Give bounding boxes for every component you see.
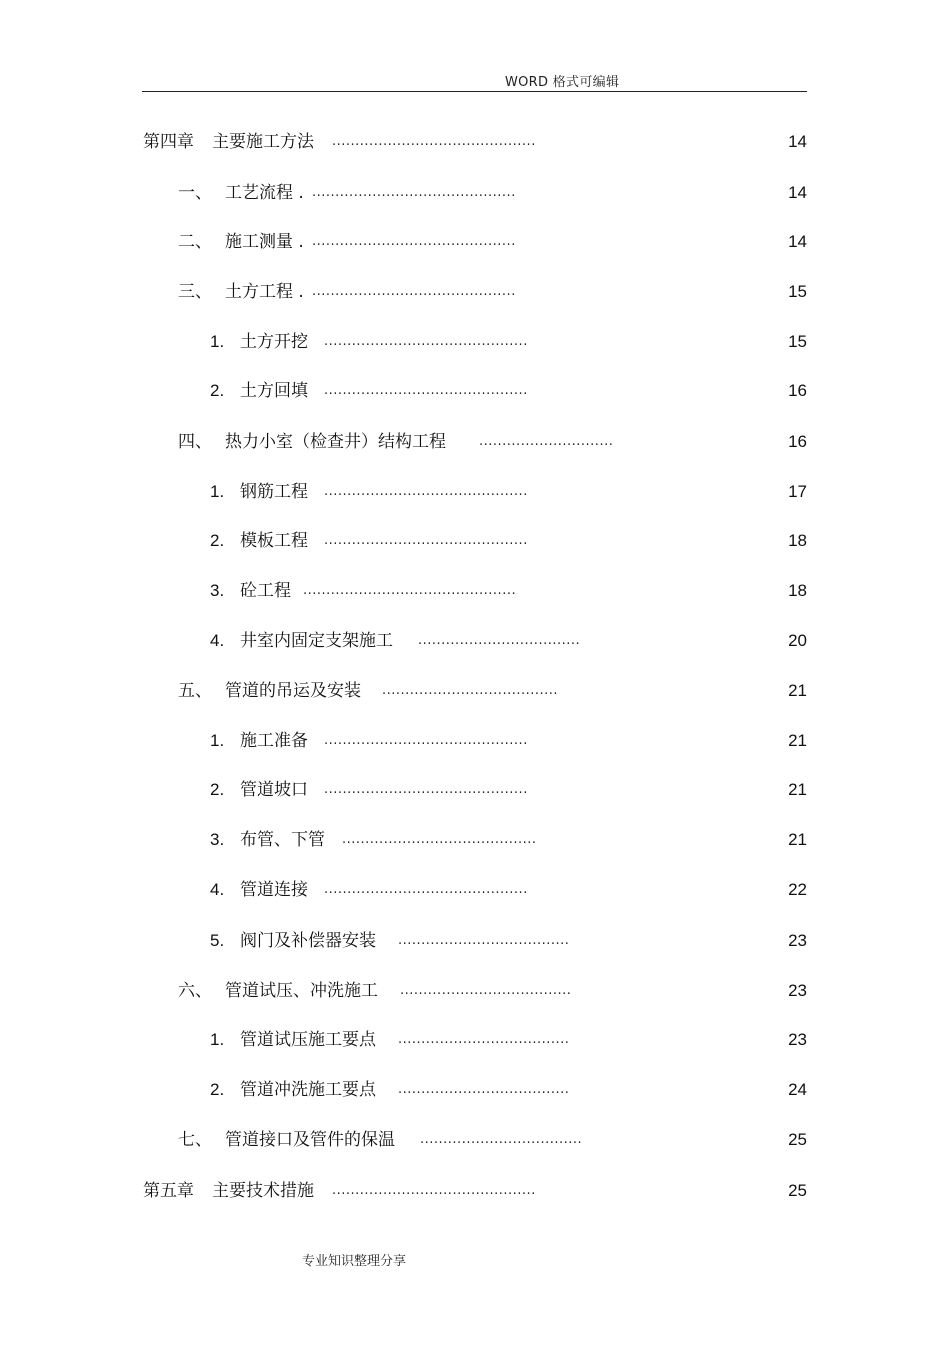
toc-entry[interactable] xyxy=(0,828,950,852)
toc-entry-page: 21 xyxy=(788,731,807,750)
toc-entry-leader: ..................................... xyxy=(400,983,572,998)
toc-entry[interactable] xyxy=(0,579,950,603)
toc-entry-leader: ..................................... xyxy=(398,1032,570,1047)
toc-entry-title: 钢筋工程 xyxy=(240,482,308,502)
header-text: WORD 格式可编辑 xyxy=(505,75,620,90)
toc-entry[interactable] xyxy=(0,729,950,753)
toc-entry-number: 1. xyxy=(210,1030,225,1049)
toc-entry-number: 五、 xyxy=(178,681,212,701)
toc-entry-title: 模板工程 xyxy=(240,531,308,551)
toc-entry-page: 23 xyxy=(788,981,807,1000)
toc-entry-title: 井室内固定支架施工 xyxy=(240,631,393,651)
toc-entry[interactable] xyxy=(0,529,950,553)
toc-entry-leader: ............................................ xyxy=(324,733,528,748)
toc-entry-title: 土方开挖 xyxy=(240,332,308,352)
toc-entry[interactable] xyxy=(0,379,950,403)
toc-entry[interactable] xyxy=(0,679,950,703)
toc-entry-number: 一、 xyxy=(178,183,212,203)
toc-entry[interactable] xyxy=(0,230,950,254)
toc-entry-title: 热力小室（检查井）结构工程 xyxy=(225,432,446,452)
toc-entry[interactable] xyxy=(0,1128,950,1152)
toc-entry-number: 第四章 xyxy=(143,132,194,152)
toc-entry-leader: ............................................ xyxy=(324,533,528,548)
toc-entry-number: 二、 xyxy=(178,232,212,252)
toc-entry-title: 布管、下管 xyxy=(240,830,325,850)
toc-entry-title: 砼工程 xyxy=(240,581,291,601)
toc-entry-page: 18 xyxy=(788,581,807,600)
toc-entry-title: 主要技术措施 xyxy=(212,1181,314,1201)
toc-entry-number: 七、 xyxy=(178,1130,212,1150)
toc-entry-leader: ............................................ xyxy=(332,134,536,149)
toc-entry-number: 3. xyxy=(210,581,225,600)
toc-entry-leader: ............................................ xyxy=(312,234,516,249)
toc-entry[interactable] xyxy=(0,1179,950,1203)
toc-entry-page: 14 xyxy=(788,183,807,202)
toc-entry-number: 4. xyxy=(210,880,225,899)
toc-entry-page: 22 xyxy=(788,880,807,899)
toc-entry-page: 16 xyxy=(788,381,807,400)
toc-entry-page: 21 xyxy=(788,681,807,700)
toc-entry-leader: ..................................... xyxy=(398,933,570,948)
toc-entry-number: 2. xyxy=(210,531,225,550)
toc-entry-page: 18 xyxy=(788,531,807,550)
toc-entry-number: 2. xyxy=(210,381,225,400)
toc-entry-page: 14 xyxy=(788,232,807,251)
toc-entry[interactable] xyxy=(0,629,950,653)
toc-entry-leader: ............................................ xyxy=(324,484,528,499)
toc-entry[interactable] xyxy=(0,330,950,354)
toc-entry-number: 六、 xyxy=(178,981,212,1001)
toc-entry[interactable] xyxy=(0,280,950,304)
toc-entry-title: 管道冲洗施工要点 xyxy=(240,1080,376,1100)
toc-entry-number: 2. xyxy=(210,1080,225,1099)
toc-entry-title: 工艺流程 . xyxy=(225,183,304,203)
toc-entry-title: 管道试压施工要点 xyxy=(240,1030,376,1050)
toc-entry-leader: ................................... xyxy=(420,1132,583,1147)
toc-entry-page: 23 xyxy=(788,1030,807,1049)
toc-entry-page: 20 xyxy=(788,631,807,650)
toc-entry-leader: ..................................... xyxy=(398,1082,570,1097)
toc-entry-number: 1. xyxy=(210,332,225,351)
toc-entry-page: 21 xyxy=(788,780,807,799)
toc-entry-page: 25 xyxy=(788,1130,807,1149)
toc-entry-page: 17 xyxy=(788,482,807,501)
toc-entry-number: 4. xyxy=(210,631,225,650)
toc-entry-title: 管道坡口 xyxy=(240,780,308,800)
toc-entry-number: 四、 xyxy=(178,432,212,452)
toc-entry[interactable] xyxy=(0,130,950,154)
toc-entry-leader: ............................................ xyxy=(324,882,528,897)
toc-entry-leader: .......................................... xyxy=(342,832,537,847)
toc-entry-title: 管道试压、冲洗施工 xyxy=(225,981,378,1001)
page-footer: 专业知识整理分享 xyxy=(302,1254,407,1269)
toc-entry-page: 23 xyxy=(788,931,807,950)
toc-entry-title: 管道的吊运及安装 xyxy=(225,681,361,701)
toc-entry-page: 15 xyxy=(788,332,807,351)
toc-entry-number: 1. xyxy=(210,482,225,501)
toc-entry-leader: ............................................ xyxy=(324,782,528,797)
toc-entry[interactable] xyxy=(0,181,950,205)
toc-entry[interactable] xyxy=(0,430,950,454)
toc-entry-leader: ................................... xyxy=(418,633,581,648)
toc-entry-leader: ............................................ xyxy=(312,284,516,299)
toc-entry-page: 16 xyxy=(788,432,807,451)
toc-entry-leader: ............................................ xyxy=(312,185,516,200)
toc-entry-leader: ...................................... xyxy=(382,683,559,698)
toc-entry[interactable] xyxy=(0,1078,950,1102)
toc-entry-page: 14 xyxy=(788,132,807,151)
toc-entry-title: 土方工程 . xyxy=(225,282,304,302)
toc-entry-number: 2. xyxy=(210,780,225,799)
toc-entry[interactable] xyxy=(0,929,950,953)
toc-entry[interactable] xyxy=(0,878,950,902)
toc-entry-title: 土方回填 xyxy=(240,381,308,401)
toc-entry-leader: .............................................. xyxy=(303,583,517,598)
toc-entry-title: 施工测量 . xyxy=(225,232,304,252)
toc-entry-page: 24 xyxy=(788,1080,807,1099)
toc-entry[interactable] xyxy=(0,1028,950,1052)
toc-entry-number: 5. xyxy=(210,931,225,950)
toc-entry-number: 1. xyxy=(210,731,225,750)
toc-entry[interactable] xyxy=(0,778,950,802)
toc-entry[interactable] xyxy=(0,480,950,504)
toc-entry-number: 第五章 xyxy=(143,1181,194,1201)
toc-entry-page: 25 xyxy=(788,1181,807,1200)
toc-entry-title: 管道连接 xyxy=(240,880,308,900)
toc-entry-page: 21 xyxy=(788,830,807,849)
toc-entry-title: 主要施工方法 xyxy=(212,132,314,152)
toc-entry-page: 15 xyxy=(788,282,807,301)
toc-entry-number: 3. xyxy=(210,830,225,849)
toc-entry-title: 管道接口及管件的保温 xyxy=(225,1130,395,1150)
toc-entry[interactable] xyxy=(0,979,950,1003)
toc-entry-leader: ............................................ xyxy=(332,1183,536,1198)
toc-entry-leader: ............................. xyxy=(479,434,614,449)
toc-entry-title: 阀门及补偿器安装 xyxy=(240,931,376,951)
toc-entry-title: 施工准备 xyxy=(240,731,308,751)
toc-entry-leader: ............................................ xyxy=(324,334,528,349)
toc-entry-number: 三、 xyxy=(178,282,212,302)
toc-entry-leader: ............................................ xyxy=(324,383,528,398)
